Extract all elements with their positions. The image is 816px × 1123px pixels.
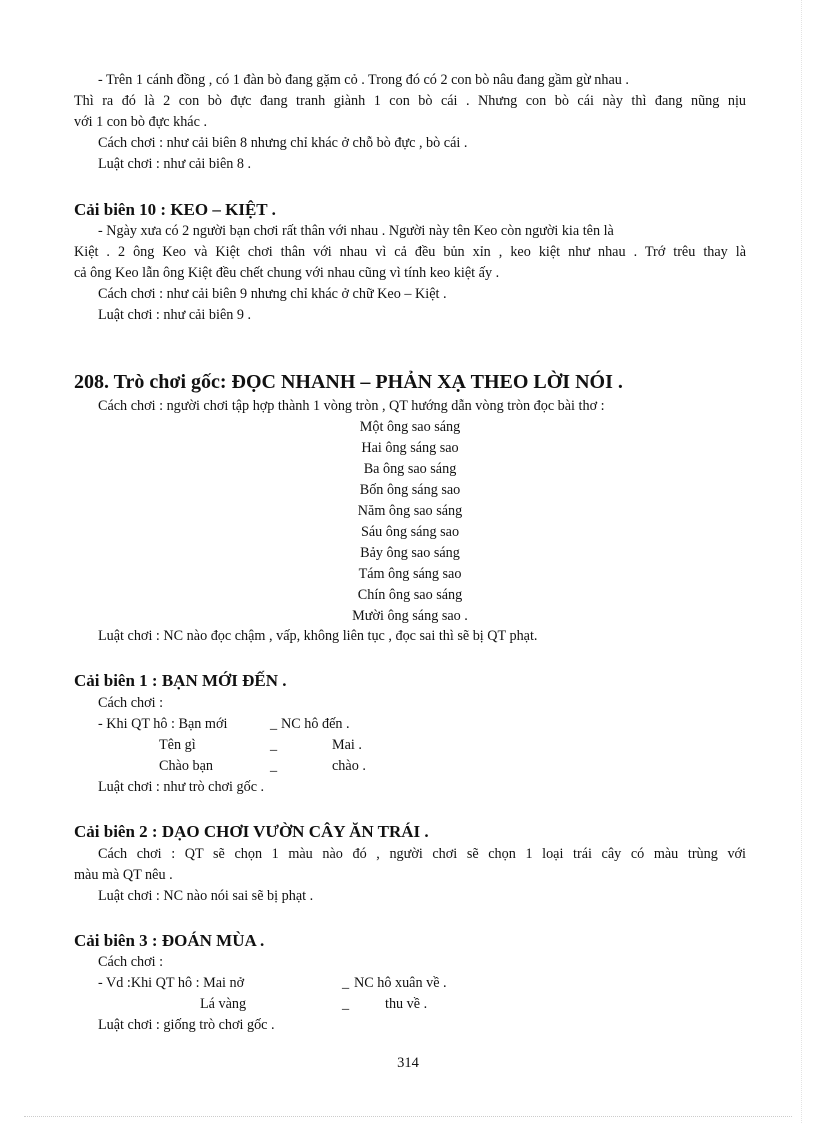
rules-text: Luật chơi : như cải biên 9 .	[98, 307, 252, 323]
call-text: Tên gì	[159, 737, 196, 753]
poem-line: Tám ông sáng sao	[358, 566, 462, 582]
poem-line: Năm ông sao sáng	[357, 503, 463, 519]
response-text: NC hô đến .	[281, 716, 350, 732]
how-to-play-text: Cách chơi : như cải biên 9 nhưng chỉ khác ở chữ Keo – Kiệt .	[98, 286, 447, 302]
section-heading: Cải biên 1 : BẠN MỚI ĐẾN .	[74, 671, 287, 690]
poem-line: Sáu ông sáng sao	[360, 524, 460, 540]
paragraph-line: Thì ra đó là 2 con bò đực đang tranh giành 1 con bò cái . Nhưng con bò cái này thì đang nũng nịu	[74, 93, 746, 109]
how-to-play-text: Cách chơi :	[98, 954, 164, 970]
call-text: Lá vàng	[200, 996, 247, 1012]
section-heading: Cải biên 10 : KEO – KIỆT .	[74, 200, 276, 219]
dash: _	[342, 996, 350, 1012]
response-text: NC hô xuân về .	[354, 975, 447, 991]
how-to-play-text: Cách chơi : như cải biên 8 nhưng chỉ khác ở chỗ bò đực , bò cái .	[98, 135, 468, 151]
poem-line: Chín ông sao sáng	[357, 587, 463, 603]
response-text: thu về .	[385, 996, 428, 1012]
how-to-play-text: Cách chơi :	[98, 695, 164, 711]
footer-divider	[24, 1116, 792, 1117]
paragraph-line: Kiệt . 2 ông Keo và Kiệt chơi thân với nhau vì cả đều bủn xỉn , keo kiệt như nhau . Trớ trêu thay là	[74, 244, 746, 260]
rules-text: Luật chơi : như cải biên 8 .	[98, 156, 252, 172]
how-to-play-text: Cách chơi : QT sẽ chọn 1 màu nào đó , người chơi sẽ chọn 1 loại trái cây có màu trùng với	[98, 846, 746, 862]
poem-line: Hai ông sáng sao	[361, 440, 459, 456]
call-text: Chào bạn	[159, 758, 213, 774]
rules-text: Luật chơi : giống trò chơi gốc .	[98, 1017, 275, 1033]
paragraph-line: - Ngày xưa có 2 người bạn chơi rất thân với nhau . Người này tên Keo còn người kia tên là	[98, 223, 614, 239]
rules-text: Luật chơi : NC nào đọc chậm , vấp, không liên tục , đọc sai thì sẽ bị QT phạt.	[98, 628, 538, 644]
paragraph-line: cả ông Keo lẫn ông Kiệt đều chết chung với nhau cũng vì tính keo kiệt ấy .	[74, 265, 500, 281]
call-text: - Vd :Khi QT hô : Mai nở	[98, 975, 245, 991]
how-to-play-text: Cách chơi : người chơi tập hợp thành 1 vòng tròn , QT hướng dẫn vòng tròn đọc bài thơ :	[98, 398, 605, 414]
page-number: 314	[397, 1055, 419, 1071]
paragraph-line: với 1 con bò đực khác .	[74, 114, 207, 130]
section-heading: Cải biên 2 : DẠO CHƠI VƯỜN CÂY ĂN TRÁI .	[74, 822, 429, 841]
paragraph-line: màu mà QT nêu .	[74, 867, 173, 883]
game-title: 208. Trò chơi gốc: ĐỌC NHANH – PHẢN XẠ THEO LỜI NÓI .	[74, 371, 623, 393]
dash: _	[270, 758, 278, 774]
poem-line: Bốn ông sáng sao	[359, 482, 461, 498]
dash: _	[342, 975, 350, 991]
dash: _	[270, 737, 278, 753]
rules-text: Luật chơi : như trò chơi gốc .	[98, 779, 265, 795]
page-edge	[801, 0, 816, 1123]
dash: _	[270, 716, 278, 732]
call-text: - Khi QT hô : Bạn mới	[98, 716, 228, 732]
response-text: chào .	[332, 758, 366, 774]
poem-line: Một ông sao sáng	[359, 419, 461, 435]
poem-line: Ba ông sao sáng	[363, 461, 457, 477]
rules-text: Luật chơi : NC nào nói sai sẽ bị phạt .	[98, 888, 314, 904]
section-heading: Cải biên 3 : ĐOÁN MÙA .	[74, 931, 265, 950]
paragraph-line: - Trên 1 cánh đồng , có 1 đàn bò đang gặm cỏ . Trong đó có 2 con bò nâu đang gầm gừ nhau .	[98, 72, 629, 88]
poem-line: Mười ông sáng sao .	[352, 608, 468, 624]
response-text: Mai .	[332, 737, 362, 753]
poem-line: Bảy ông sao sáng	[360, 545, 460, 561]
